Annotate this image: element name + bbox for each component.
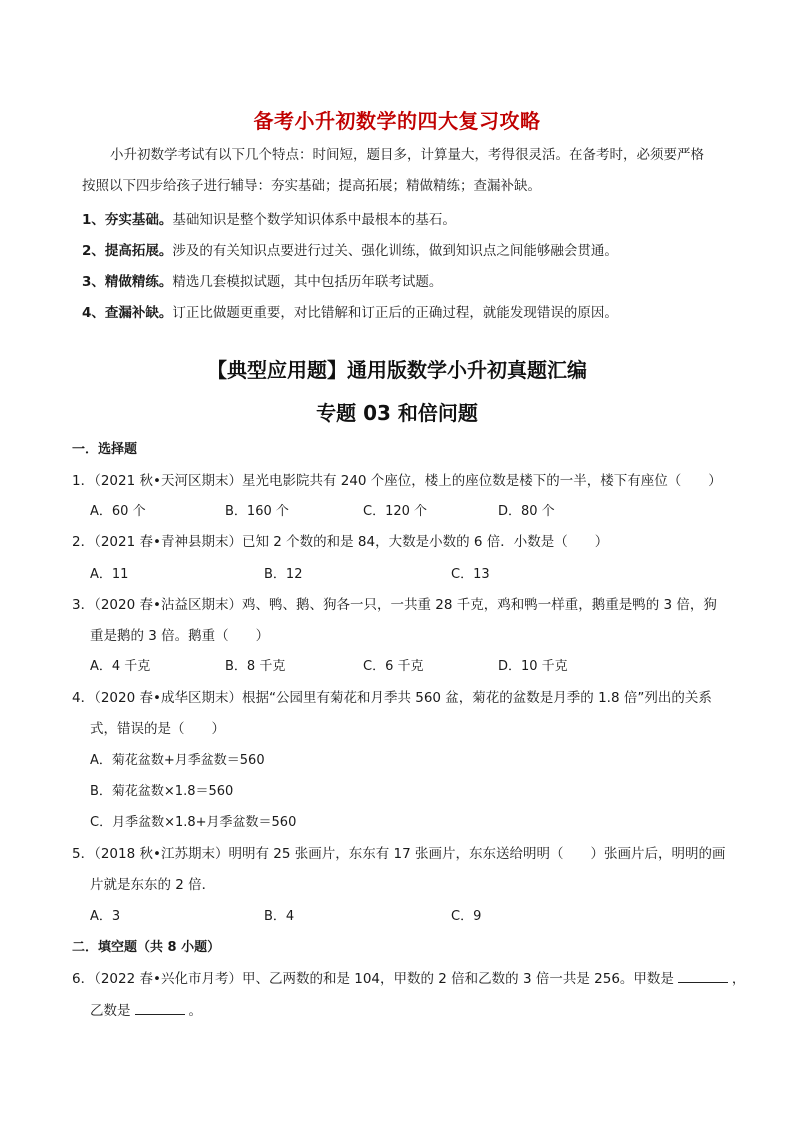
question-5-line-2: 片就是东东的 2 倍． (90, 877, 216, 893)
option-4a: A．菊花盆数+月季盆数＝560 (90, 753, 265, 768)
option-3d: D．10 千克 (498, 659, 568, 674)
tip-text: 基础知识是整个数学知识体系中最根本的基石。 (172, 212, 456, 228)
intro-line-1: 小升初数学考试有以下几个特点：时间短，题目多，计算量大，考得很灵活。在备考时，必须要严格 (110, 147, 704, 163)
tip-2 (82, 239, 618, 259)
answer-blank (678, 970, 728, 983)
strategy-title: 备考小升初数学的四大复习攻略 (253, 109, 541, 133)
question-6-line-1 (72, 967, 745, 987)
tip-label: 4、查漏补缺。 (82, 305, 173, 321)
option-1d: D．80 个 (498, 504, 555, 519)
option-5b: B．4 (264, 909, 295, 924)
section-heading-fill: 二．填空题（共 8 小题） (72, 940, 221, 955)
option-4c: C．月季盆数×1.8+月季盆数＝560 (90, 815, 297, 830)
tip-label: 3、精做精练。 (82, 274, 173, 290)
section-heading-choice: 一．选择题 (72, 442, 138, 457)
question-6-text: 6．（2022 春•兴化市月考）甲、乙两数的和是 104，甲数的 2 倍和乙数的 3 倍一共是 256。甲数是 (72, 971, 674, 987)
punctuation: ， (731, 971, 746, 987)
tip-3 (82, 270, 442, 290)
tip-label: 2、提高拓展。 (82, 243, 173, 259)
question-3-line-1: 3．（2020 春•沾益区期末）鸡、鸭、鹅、狗各一只，一共重 28 千克，鸡和鸭一样重，鹅重是鸭的 3 倍，狗 (72, 597, 717, 613)
option-3b: B．8 千克 (225, 659, 286, 674)
document-title: 【典型应用题】通用版数学小升初真题汇编 (207, 358, 587, 382)
document-subtitle: 专题 03 和倍问题 (316, 401, 478, 425)
tip-text: 精选几套模拟试题，其中包括历年联考试题。 (172, 274, 443, 290)
option-2b: B．12 (264, 567, 303, 582)
question-3-line-2: 重是鹅的 3 倍。鹅重（ ） (90, 628, 270, 644)
option-1b: B．160 个 (225, 504, 289, 519)
tip-text: 涉及的有关知识点要进行过关、强化训练，做到知识点之间能够融会贯通。 (172, 243, 618, 259)
option-1a: A．60 个 (90, 504, 146, 519)
question-5-line-1: 5．（2018 秋•江苏期末）明明有 25 张画片，东东有 17 张画片，东东送给明明（ ）张画片后，明明的画 (72, 846, 726, 862)
answer-blank (135, 1002, 185, 1015)
intro-line-2: 按照以下四步给孩子进行辅导：夯实基础；提高拓展；精做精练；查漏补缺。 (82, 178, 541, 194)
question-1: 1．（2021 秋•天河区期末）星光电影院共有 240 个座位，楼上的座位数是楼下的一半，楼下有座位（ ） (72, 473, 722, 489)
option-2a: A．11 (90, 567, 129, 582)
tip-text: 订正比做题更重要，对比错解和订正后的正确过程，就能发现错误的原因。 (172, 305, 618, 321)
tip-label: 1、夯实基础。 (82, 212, 173, 228)
question-2: 2．（2021 春•青神县期末）已知 2 个数的和是 84，大数是小数的 6 倍．小数是（ ） (72, 534, 609, 550)
option-5c: C．9 (451, 909, 482, 924)
question-6-text: 乙数是 (90, 1003, 131, 1019)
tip-1 (82, 208, 456, 228)
option-5a: A．3 (90, 909, 121, 924)
option-1c: C．120 个 (363, 504, 428, 519)
option-4b: B．菊花盆数×1.8＝560 (90, 784, 234, 799)
question-4-line-1: 4．（2020 春•成华区期末）根据“公园里有菊花和月季共 560 盆，菊花的盆数是月季的 1.8 倍”列出的关系 (72, 690, 712, 706)
question-6-line-2 (90, 999, 202, 1019)
option-2c: C．13 (451, 567, 490, 582)
tip-4 (82, 301, 618, 321)
punctuation: 。 (188, 1003, 202, 1019)
option-3a: A．4 千克 (90, 659, 151, 674)
option-3c: C．6 千克 (363, 659, 424, 674)
question-4-line-2: 式，错误的是（ ） (90, 721, 225, 737)
